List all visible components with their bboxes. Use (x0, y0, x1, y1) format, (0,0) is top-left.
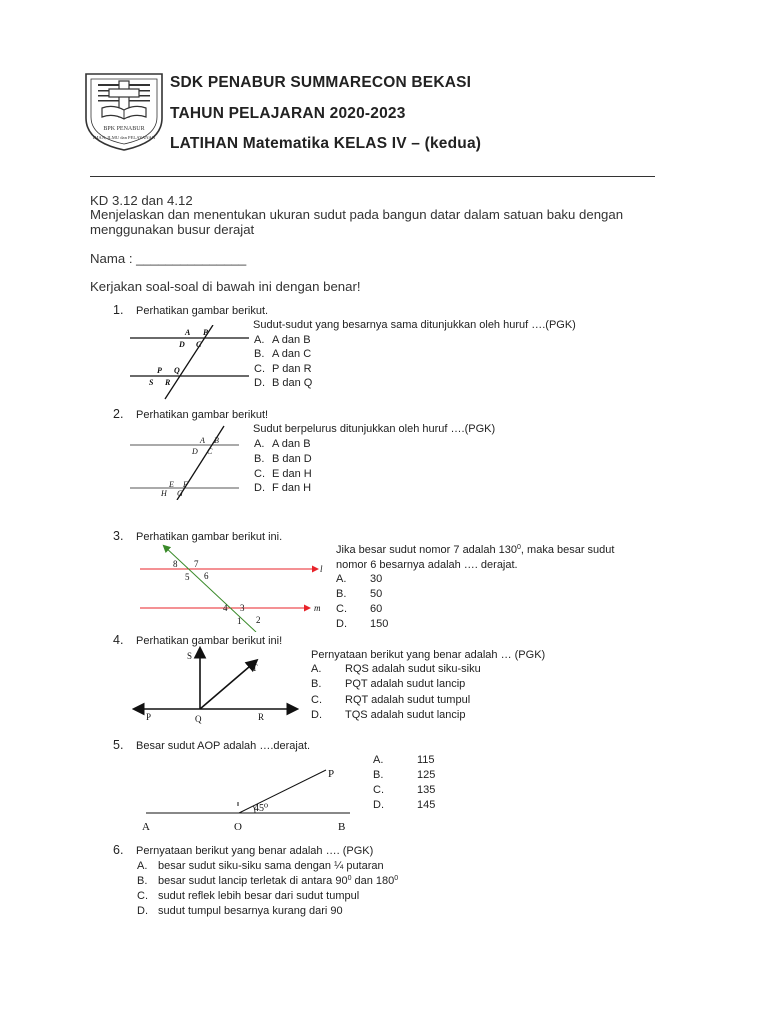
label-t: T (252, 663, 258, 673)
question-1-figure (127, 325, 257, 400)
label-h: H (161, 489, 167, 498)
kd-description-line1: Menjelaskan dan menentukan ukuran sudut pada bangun datar dalam satuan baku dengan (90, 207, 624, 222)
transversal-line (164, 546, 256, 632)
question-5-option-a[interactable]: A. 115 (373, 754, 435, 766)
name-field[interactable]: Nama : _______________ (90, 251, 247, 266)
question-1-option-a[interactable]: A. A dan B (254, 334, 311, 346)
question-3-option-b[interactable]: B. 50 (336, 588, 383, 600)
label-p: P (157, 366, 162, 375)
question-3-prompt-line1: Jika besar sudut nomor 7 adalah $130^0$, maka besar sudut (336, 544, 615, 556)
label-q: Q (174, 366, 180, 375)
label-p: P (146, 712, 152, 722)
label-b: B (203, 328, 209, 337)
question-4-figure (130, 645, 305, 725)
question-5-figure (138, 762, 358, 834)
question-3-option-d[interactable]: D. 150 (336, 618, 389, 630)
ray-qt (200, 661, 256, 709)
header-divider (90, 176, 655, 177)
question-2-option-d[interactable]: D. F dan H (254, 482, 312, 494)
question-6-option-a[interactable]: A. besar sudut siku-siku sama dengan ¼ putaran (137, 860, 384, 872)
label-l: l (320, 564, 323, 574)
question-6-option-b[interactable]: B. besar sudut lancip terletak di antara $90^0$ dan $180^0$ (137, 875, 399, 887)
label-8: 8 (173, 559, 178, 569)
label-a: A (142, 821, 150, 833)
page-title: LATIHAN Matematika KELAS IV – (kedua) (170, 135, 482, 152)
question-3-figure (138, 540, 328, 632)
label-6: 6 (204, 571, 209, 581)
logo-text-top: BPK PENABUR (103, 126, 145, 132)
school-name: SDK PENABUR SUMMARECON BEKASI (170, 74, 472, 91)
kd-label: KD 3.12 dan 4.12 (90, 193, 193, 208)
question-4-option-b[interactable]: B. PQT adalah sudut lancip (311, 678, 466, 690)
label-f: F (183, 480, 188, 489)
label-c: C (196, 340, 202, 349)
question-2-option-a[interactable]: A. A dan B (254, 438, 311, 450)
label-c: C (207, 447, 213, 456)
question-4-option-a[interactable]: A. RQS adalah sudut siku-siku (311, 663, 481, 675)
label-a: A (200, 436, 205, 445)
label-4: 4 (223, 603, 228, 613)
label-2: 2 (256, 615, 261, 625)
label-1: 1 (237, 616, 242, 626)
question-2-option-c[interactable]: C. E dan H (254, 468, 312, 480)
question-2-text: Perhatikan gambar berikut! (136, 409, 269, 421)
question-2-option-b[interactable]: B. B dan D (254, 453, 312, 465)
label-b: B (214, 436, 219, 445)
question-2-prompt: Sudut berpelurus ditunjukkan oleh huruf ….(PGK) (253, 423, 496, 435)
question-4-number: 4. (113, 633, 124, 647)
question-4-option-c[interactable]: C. RQT adalah sudut tumpul (311, 694, 471, 706)
label-angle: 45⁰ (254, 803, 269, 814)
label-s: S (187, 651, 193, 661)
question-4-prompt: Pernyataan berikut yang benar adalah … (PGK) (311, 649, 546, 661)
logo-text-bottom: IMAN, ILMU dan PELAYANAN (92, 135, 156, 140)
question-1-text: Perhatikan gambar berikut. (136, 305, 269, 317)
label-e: E (169, 480, 174, 489)
question-3-prompt-line2: nomor 6 besarnya adalah …. derajat. (336, 559, 518, 571)
label-7: 7 (194, 559, 199, 569)
label-d: D (179, 340, 185, 349)
question-4-option-d[interactable]: D. TQS adalah sudut lancip (311, 709, 466, 721)
label-g: G (177, 489, 183, 498)
question-3-option-a[interactable]: A. 30 (336, 573, 383, 585)
label-3: 3 (240, 603, 245, 613)
instruction: Kerjakan soal-soal di bawah ini dengan benar! (90, 279, 361, 294)
label-m: m (314, 603, 321, 613)
label-b: B (338, 821, 346, 833)
label-r: R (258, 712, 265, 722)
question-6-option-d[interactable]: D. sudut tumpul besarnya kurang dari 90 (137, 905, 343, 917)
question-3-option-c[interactable]: C. 60 (336, 603, 383, 615)
question-5-text: Besar sudut AOP adalah ….derajat. (136, 740, 311, 752)
question-1-option-b[interactable]: B. A dan C (254, 348, 312, 360)
question-1-option-c[interactable]: C. P dan R (254, 363, 312, 375)
kd-description-line2: menggunakan busur derajat (90, 222, 255, 237)
label-p: P (328, 768, 335, 780)
question-6-text: Pernyataan berikut yang benar adalah …. (PGK) (136, 845, 374, 857)
question-5-option-d[interactable]: D. 145 (373, 799, 436, 811)
academic-year: TAHUN PELAJARAN 2020-2023 (170, 105, 406, 122)
school-logo (82, 70, 166, 152)
label-o: O (234, 821, 242, 833)
question-1-option-d[interactable]: D. B dan Q (254, 377, 313, 389)
question-1-prompt: Sudut-sudut yang besarnya sama ditunjukkan oleh huruf ….(PGK) (253, 319, 576, 331)
question-2-figure (125, 425, 245, 500)
label-d: D (192, 447, 198, 456)
question-6-option-c[interactable]: C. sudut reflek lebih besar dari sudut tumpul (137, 890, 360, 902)
label-r: R (165, 378, 171, 387)
question-5-option-b[interactable]: B. 125 (373, 769, 436, 781)
label-q: Q (195, 714, 202, 724)
ray-op (239, 770, 326, 813)
question-5-number: 5. (113, 738, 124, 752)
label-5: 5 (185, 572, 190, 582)
question-4-text: Perhatikan gambar berikut ini! (136, 635, 283, 647)
question-2-number: 2. (113, 407, 124, 421)
question-3-number: 3. (113, 529, 124, 543)
label-a: A (185, 328, 191, 337)
question-6-number: 6. (113, 843, 124, 857)
question-3-text: Perhatikan gambar berikut ini. (136, 531, 283, 543)
label-s: S (149, 378, 154, 387)
question-5-option-c[interactable]: C. 135 (373, 784, 436, 796)
question-1-number: 1. (113, 303, 124, 317)
